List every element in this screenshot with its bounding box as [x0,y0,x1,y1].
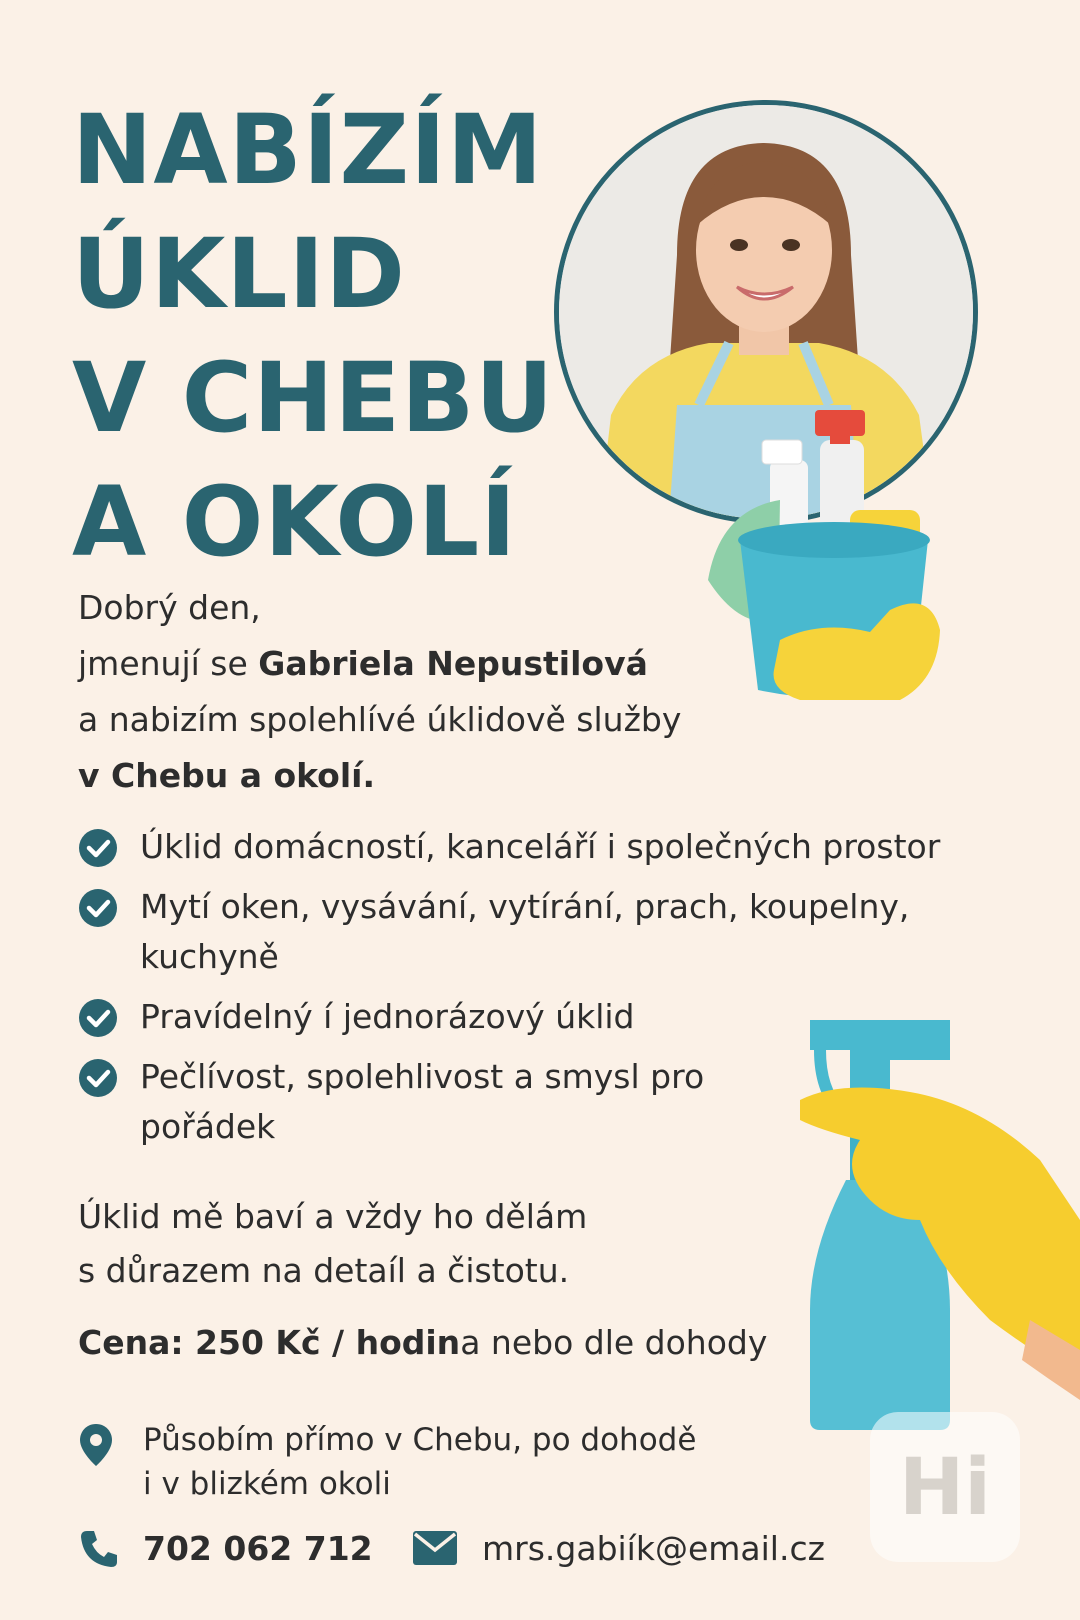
watermark-text: Hi [898,1443,992,1533]
price-line [78,1320,767,1366]
check-circle-icon [78,828,118,868]
headline-line: NABÍZÍM [72,94,544,206]
map-pin-icon [78,1422,114,1468]
bucket-icon [700,400,980,740]
service-text: Úklid domácností, kanceláří i společných prostor [140,827,941,866]
location-line: i v blizkém okoli [143,1466,391,1502]
spray-bottle-icon [800,1020,1080,1440]
headline-line: V CHEBU [72,342,555,454]
intro-text [78,580,681,804]
check-circle-icon [78,998,118,1038]
intro-location-prefix: v [78,756,111,795]
service-item [78,822,998,872]
intro-name: Gabriela Nepustilová [258,644,648,683]
headline-line: A OKOLÍ [72,466,517,578]
price-bold: Cena: 250 Kč / hodin [78,1323,461,1362]
enjoy-line: Úklid mě baví a vždy ho dělám [78,1197,588,1236]
price-rest: a nebo dle dohody [460,1323,768,1362]
spray-bottle-illustration [800,1020,1080,1440]
headline [72,88,554,584]
intro-services-line: a nabizím spolehlívé úklidově služby [78,700,682,739]
location-line: Působím přímo v Chebu, po dohodě [143,1422,697,1458]
service-text: Mytí oken, vysávání, vytírání, prach, koupelny, kuchyně [140,887,910,976]
service-text: Pravídelný í jednorázový úklid [140,997,635,1036]
check-circle-icon [78,888,118,928]
service-text: Pečlívost, spolehlivost a smysl pro pořádek [140,1057,705,1146]
hi-logo-icon [870,1412,1020,1562]
intro-name-line [78,636,681,692]
intro-name-prefix: jmenují se [78,644,259,683]
intro-greeting: Dobrý den, [78,588,261,627]
service-item [78,882,920,982]
phone-icon [78,1528,120,1570]
email-address[interactable]: mrs.gabiík@email.cz [482,1529,825,1568]
bucket-illustration [700,400,980,740]
enjoy-line: s důrazem na detaíl a čistotu. [78,1251,570,1290]
intro-location-line [78,748,681,804]
watermark-logo [870,1412,1020,1562]
service-item [78,1052,740,1152]
intro-location: Chebu a okolí. [111,756,376,795]
enjoy-text [78,1190,587,1298]
headline-line: ÚKLID [72,218,406,330]
check-circle-icon [78,1058,118,1098]
envelope-icon [412,1530,458,1566]
phone-number[interactable]: 702 062 712 [143,1529,373,1568]
